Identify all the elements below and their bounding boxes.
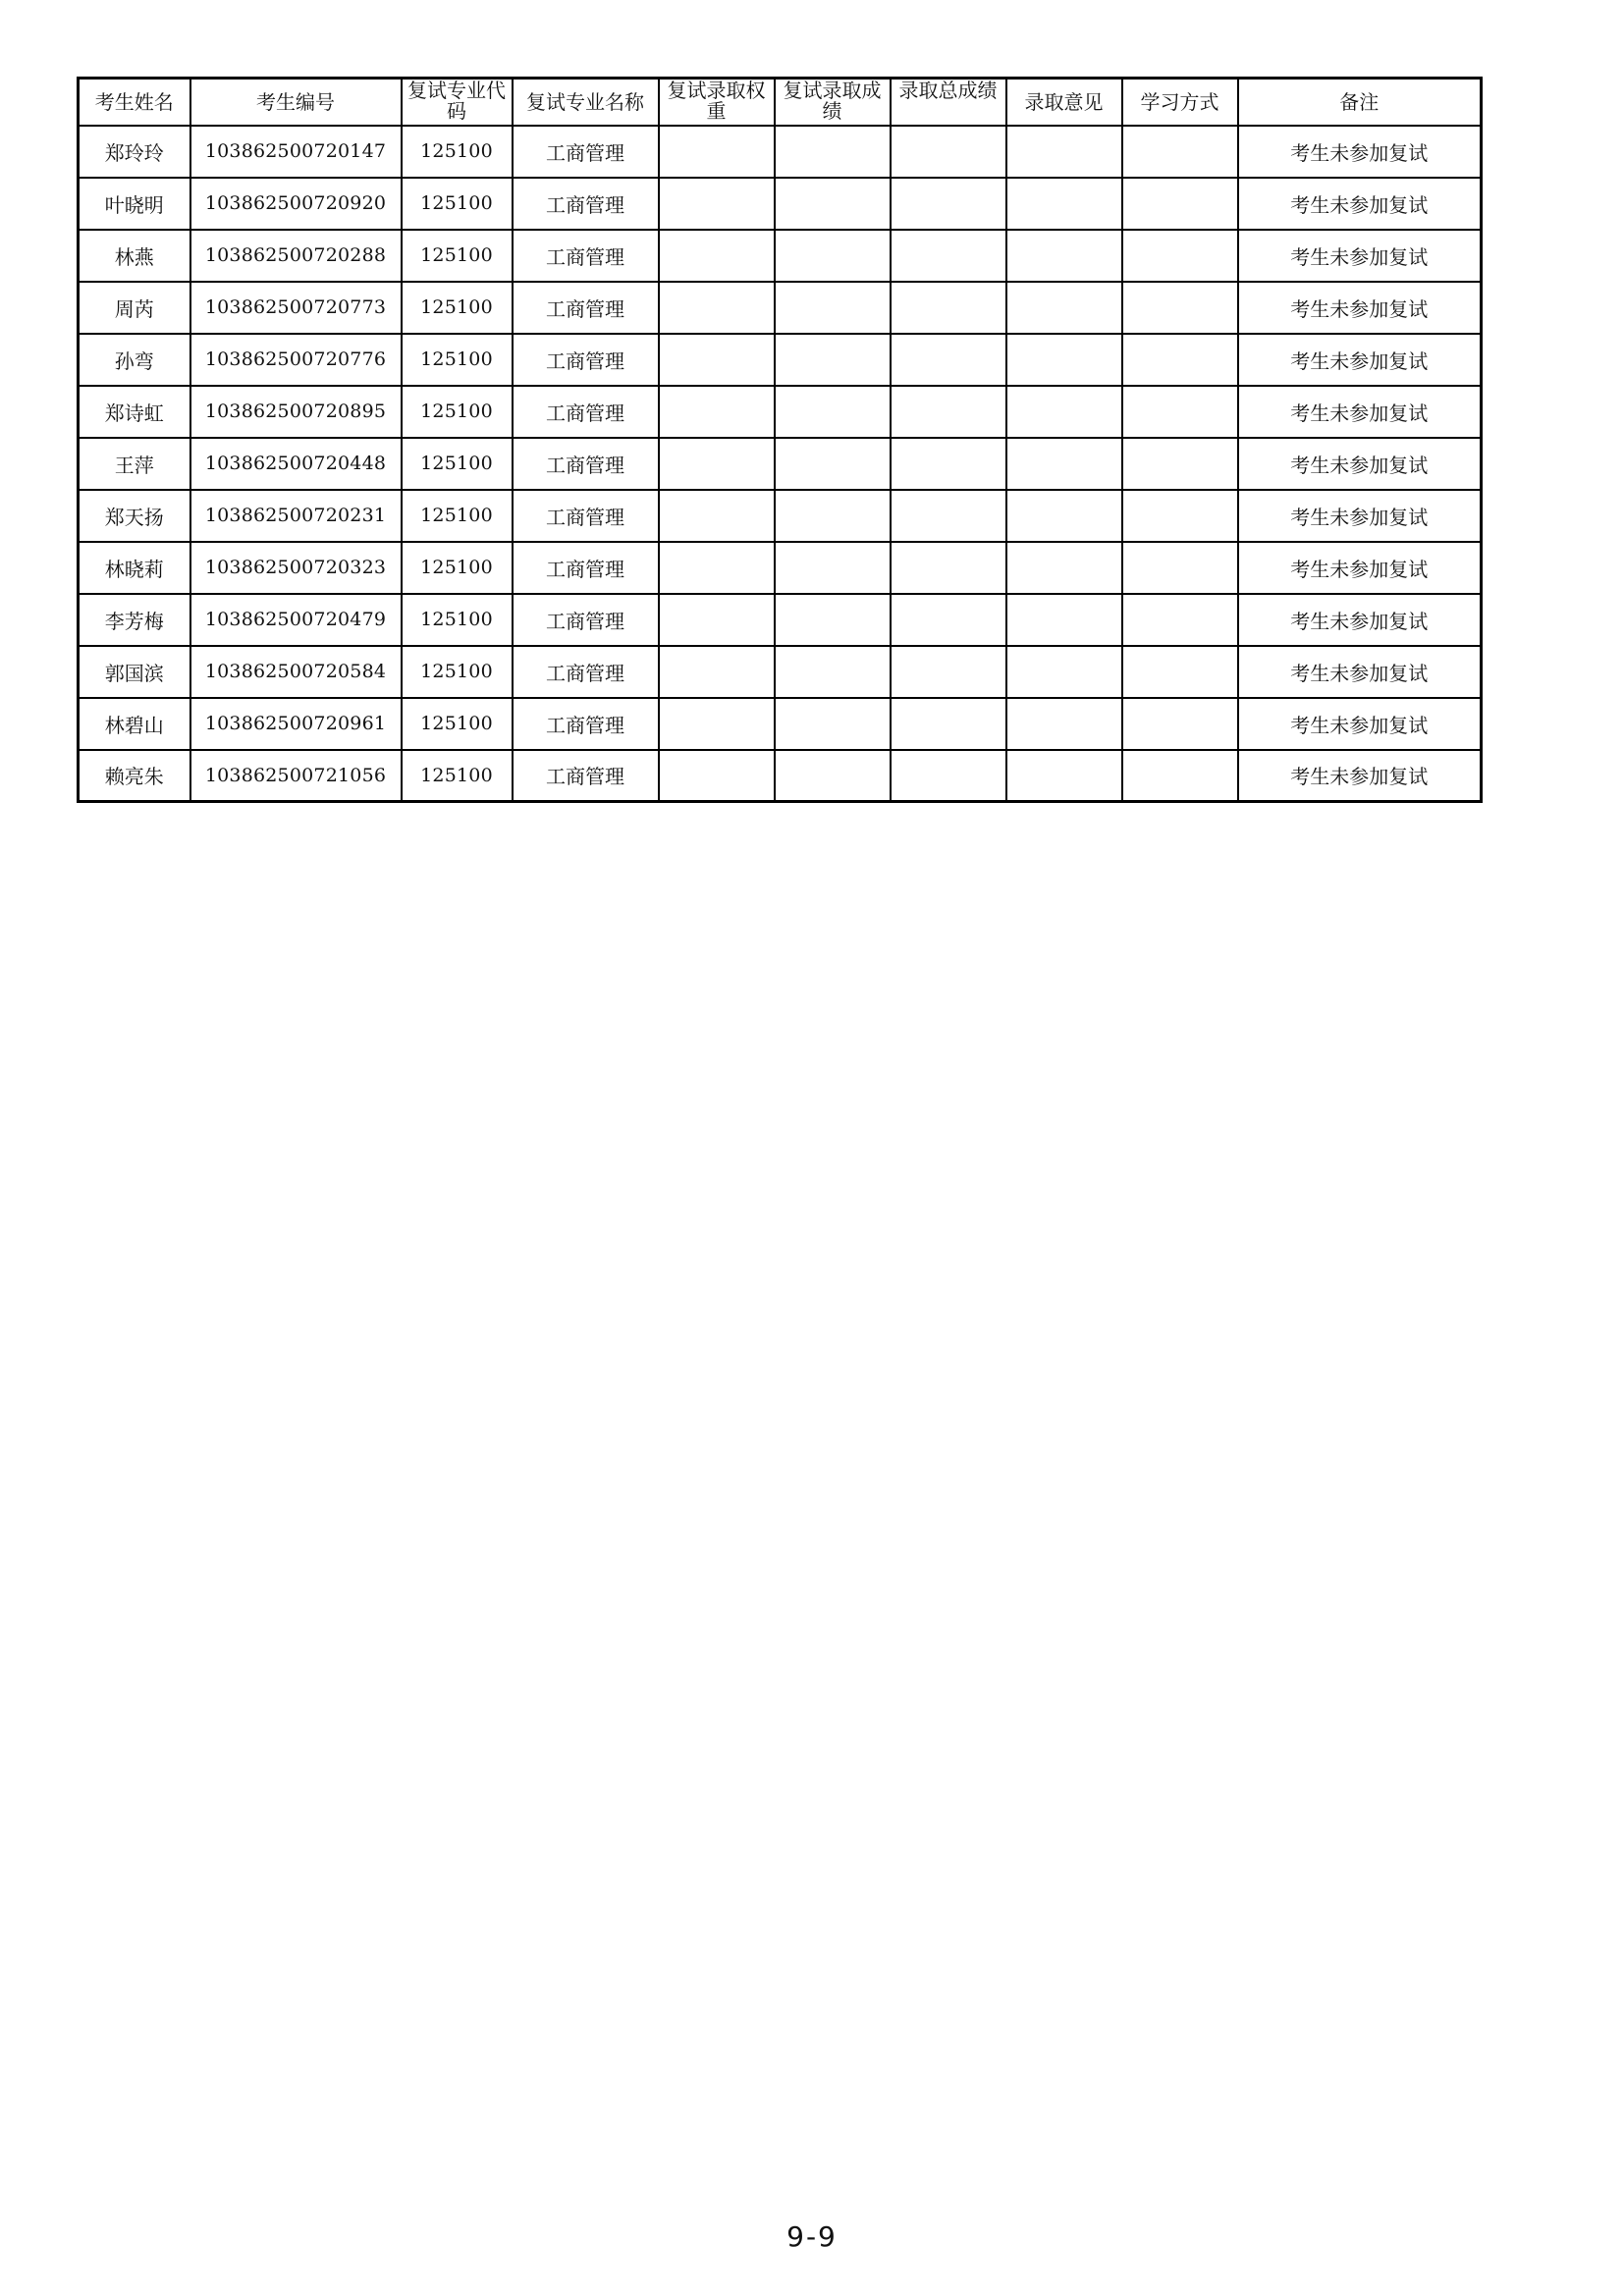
table-row — [79, 230, 1482, 282]
header-major-name: 复试专业名称 — [513, 79, 659, 126]
header-major-code — [402, 79, 513, 126]
cell-candidate-name: 孙弯 — [79, 334, 190, 386]
cell-major-code: 125100 — [402, 750, 513, 802]
cell-retest-weight — [659, 386, 775, 438]
header-admission-opinion: 录取意见 — [1006, 79, 1122, 126]
header-candidate-name: 考生姓名 — [79, 79, 190, 126]
cell-remark: 考生未参加复试 — [1238, 334, 1482, 386]
cell-study-mode — [1122, 386, 1238, 438]
cell-total-score — [891, 490, 1006, 542]
cell-total-score — [891, 542, 1006, 594]
cell-admission-opinion — [1006, 490, 1122, 542]
cell-remark: 考生未参加复试 — [1238, 750, 1482, 802]
cell-major-code: 125100 — [402, 282, 513, 334]
cell-study-mode — [1122, 282, 1238, 334]
table-row — [79, 698, 1482, 750]
cell-candidate-name: 叶晓明 — [79, 178, 190, 230]
header-retest-weight-text: 复试录取权重 — [667, 80, 766, 123]
cell-major-name: 工商管理 — [513, 386, 659, 438]
cell-candidate-id: 103862500720323 — [190, 542, 402, 594]
cell-candidate-name: 郑诗虹 — [79, 386, 190, 438]
cell-retest-weight — [659, 282, 775, 334]
cell-total-score — [891, 334, 1006, 386]
cell-retest-score — [775, 542, 891, 594]
cell-retest-weight — [659, 438, 775, 490]
table-row — [79, 750, 1482, 802]
table-row — [79, 334, 1482, 386]
cell-admission-opinion — [1006, 594, 1122, 646]
cell-major-name: 工商管理 — [513, 178, 659, 230]
cell-admission-opinion — [1006, 230, 1122, 282]
cell-candidate-name: 林燕 — [79, 230, 190, 282]
cell-admission-opinion — [1006, 282, 1122, 334]
cell-remark: 考生未参加复试 — [1238, 490, 1482, 542]
cell-candidate-id: 103862500721056 — [190, 750, 402, 802]
cell-study-mode — [1122, 178, 1238, 230]
cell-retest-score — [775, 490, 891, 542]
cell-remark: 考生未参加复试 — [1238, 126, 1482, 178]
cell-remark: 考生未参加复试 — [1238, 594, 1482, 646]
cell-candidate-name: 周芮 — [79, 282, 190, 334]
table-row — [79, 490, 1482, 542]
cell-study-mode — [1122, 230, 1238, 282]
cell-remark: 考生未参加复试 — [1238, 386, 1482, 438]
cell-major-code: 125100 — [402, 438, 513, 490]
cell-admission-opinion — [1006, 646, 1122, 698]
cell-major-name: 工商管理 — [513, 490, 659, 542]
cell-study-mode — [1122, 490, 1238, 542]
header-retest-score-text: 复试录取成绩 — [783, 80, 882, 123]
cell-admission-opinion — [1006, 542, 1122, 594]
cell-retest-score — [775, 750, 891, 802]
cell-study-mode — [1122, 126, 1238, 178]
cell-major-code: 125100 — [402, 178, 513, 230]
cell-total-score — [891, 386, 1006, 438]
header-retest-score — [775, 79, 891, 126]
cell-retest-score — [775, 230, 891, 282]
cell-major-name: 工商管理 — [513, 438, 659, 490]
admission-table — [77, 77, 1483, 803]
cell-retest-score — [775, 282, 891, 334]
cell-major-name: 工商管理 — [513, 334, 659, 386]
cell-admission-opinion — [1006, 386, 1122, 438]
cell-candidate-id: 103862500720920 — [190, 178, 402, 230]
cell-retest-weight — [659, 750, 775, 802]
cell-retest-score — [775, 698, 891, 750]
cell-total-score — [891, 178, 1006, 230]
cell-remark: 考生未参加复试 — [1238, 230, 1482, 282]
cell-major-code: 125100 — [402, 698, 513, 750]
cell-major-code: 125100 — [402, 542, 513, 594]
cell-retest-weight — [659, 230, 775, 282]
cell-total-score — [891, 126, 1006, 178]
cell-study-mode — [1122, 438, 1238, 490]
cell-major-code: 125100 — [402, 594, 513, 646]
cell-candidate-name: 林碧山 — [79, 698, 190, 750]
cell-major-name: 工商管理 — [513, 750, 659, 802]
cell-candidate-id: 103862500720584 — [190, 646, 402, 698]
cell-major-code: 125100 — [402, 646, 513, 698]
cell-admission-opinion — [1006, 438, 1122, 490]
cell-retest-weight — [659, 646, 775, 698]
cell-candidate-id: 103862500720288 — [190, 230, 402, 282]
cell-retest-score — [775, 386, 891, 438]
cell-remark: 考生未参加复试 — [1238, 698, 1482, 750]
cell-retest-score — [775, 178, 891, 230]
cell-major-name: 工商管理 — [513, 698, 659, 750]
cell-major-code: 125100 — [402, 490, 513, 542]
cell-major-name: 工商管理 — [513, 282, 659, 334]
table-row — [79, 178, 1482, 230]
cell-retest-weight — [659, 126, 775, 178]
cell-admission-opinion — [1006, 698, 1122, 750]
cell-total-score — [891, 594, 1006, 646]
cell-admission-opinion — [1006, 178, 1122, 230]
cell-total-score — [891, 750, 1006, 802]
cell-candidate-id: 103862500720776 — [190, 334, 402, 386]
cell-major-code: 125100 — [402, 126, 513, 178]
cell-study-mode — [1122, 334, 1238, 386]
cell-study-mode — [1122, 750, 1238, 802]
header-total-score — [891, 79, 1006, 126]
cell-remark: 考生未参加复试 — [1238, 178, 1482, 230]
table-row — [79, 386, 1482, 438]
cell-retest-weight — [659, 594, 775, 646]
table-row — [79, 594, 1482, 646]
cell-remark: 考生未参加复试 — [1238, 646, 1482, 698]
cell-major-code: 125100 — [402, 334, 513, 386]
table-row — [79, 282, 1482, 334]
cell-major-name: 工商管理 — [513, 542, 659, 594]
cell-candidate-name: 林晓莉 — [79, 542, 190, 594]
cell-total-score — [891, 438, 1006, 490]
cell-candidate-name: 王萍 — [79, 438, 190, 490]
header-total-score-text: 录取总成绩 — [898, 80, 998, 102]
cell-study-mode — [1122, 698, 1238, 750]
cell-retest-weight — [659, 334, 775, 386]
cell-major-name: 工商管理 — [513, 126, 659, 178]
cell-retest-score — [775, 126, 891, 178]
cell-retest-weight — [659, 490, 775, 542]
cell-candidate-id: 103862500720448 — [190, 438, 402, 490]
cell-total-score — [891, 282, 1006, 334]
table-body — [79, 126, 1482, 802]
cell-candidate-id: 103862500720231 — [190, 490, 402, 542]
table-row — [79, 438, 1482, 490]
header-major-code-text: 复试专业代码 — [407, 80, 506, 123]
cell-remark: 考生未参加复试 — [1238, 542, 1482, 594]
table-row — [79, 542, 1482, 594]
header-study-mode: 学习方式 — [1122, 79, 1238, 126]
cell-candidate-id: 103862500720895 — [190, 386, 402, 438]
cell-total-score — [891, 646, 1006, 698]
cell-candidate-name: 赖亮朱 — [79, 750, 190, 802]
header-remark: 备注 — [1238, 79, 1482, 126]
cell-study-mode — [1122, 646, 1238, 698]
table-header-row — [79, 79, 1482, 126]
cell-candidate-name: 郑玲玲 — [79, 126, 190, 178]
cell-admission-opinion — [1006, 750, 1122, 802]
cell-candidate-id: 103862500720961 — [190, 698, 402, 750]
cell-retest-weight — [659, 178, 775, 230]
cell-major-code: 125100 — [402, 386, 513, 438]
cell-major-name: 工商管理 — [513, 594, 659, 646]
header-retest-weight — [659, 79, 775, 126]
cell-retest-score — [775, 646, 891, 698]
cell-remark: 考生未参加复试 — [1238, 438, 1482, 490]
cell-candidate-id: 103862500720147 — [190, 126, 402, 178]
cell-candidate-name: 李芳梅 — [79, 594, 190, 646]
table-row — [79, 126, 1482, 178]
cell-candidate-name: 郭国滨 — [79, 646, 190, 698]
cell-major-code: 125100 — [402, 230, 513, 282]
cell-admission-opinion — [1006, 334, 1122, 386]
cell-remark: 考生未参加复试 — [1238, 282, 1482, 334]
cell-candidate-name: 郑天扬 — [79, 490, 190, 542]
cell-total-score — [891, 698, 1006, 750]
cell-admission-opinion — [1006, 126, 1122, 178]
cell-study-mode — [1122, 542, 1238, 594]
cell-retest-weight — [659, 698, 775, 750]
cell-major-name: 工商管理 — [513, 230, 659, 282]
cell-retest-weight — [659, 542, 775, 594]
cell-study-mode — [1122, 594, 1238, 646]
cell-total-score — [891, 230, 1006, 282]
table-row — [79, 646, 1482, 698]
cell-retest-score — [775, 334, 891, 386]
cell-retest-score — [775, 594, 891, 646]
cell-major-name: 工商管理 — [513, 646, 659, 698]
cell-retest-score — [775, 438, 891, 490]
header-candidate-id: 考生编号 — [190, 79, 402, 126]
page-number: 9-9 — [786, 2220, 838, 2253]
cell-candidate-id: 103862500720479 — [190, 594, 402, 646]
cell-candidate-id: 103862500720773 — [190, 282, 402, 334]
